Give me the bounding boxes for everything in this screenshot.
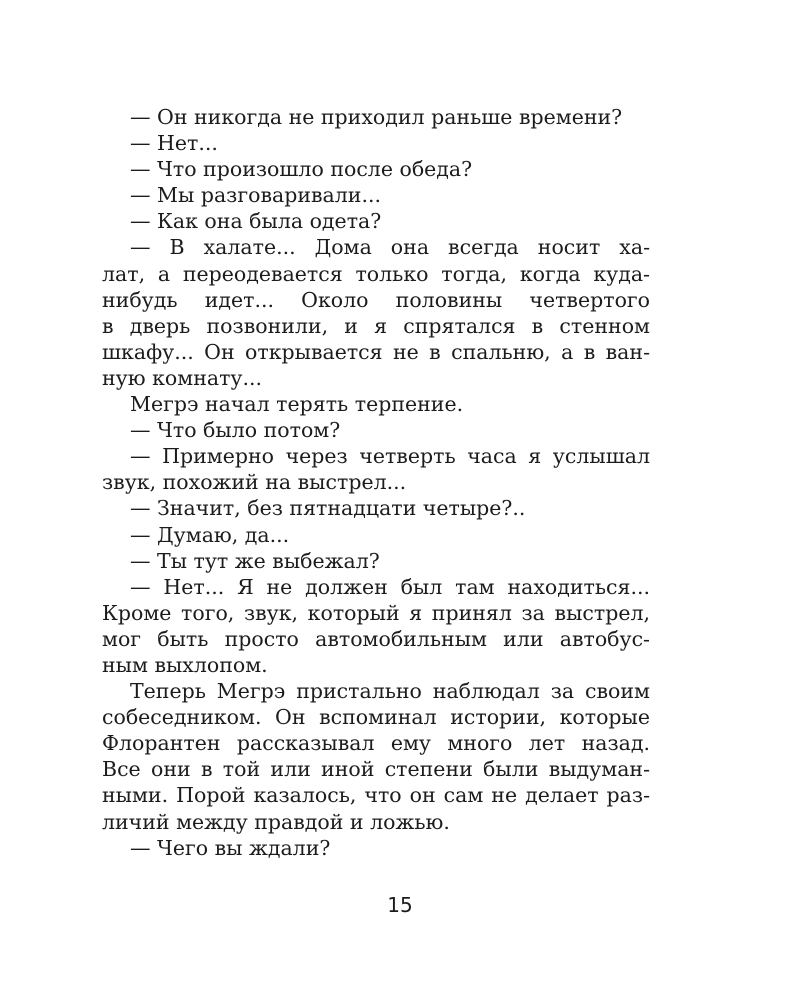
text-line: — Что произошло после обеда? [130, 157, 473, 182]
text-line: — Мы разговаривали... [130, 183, 381, 208]
text-line: Мегрэ начал терять терпение. [130, 392, 464, 417]
text-line: — Примерно через четверть часа я услышал [130, 444, 650, 469]
page-number: 15 [387, 893, 413, 917]
text-line: — В халате... Дома она всегда носит ха- [130, 235, 650, 260]
text-line: звук, похожий на выстрел... [102, 470, 407, 495]
text-line: — Он никогда не приходил раньше времени? [130, 105, 623, 129]
text-line: — Нет... [130, 131, 218, 156]
text-line: — Думаю, да... [130, 522, 290, 547]
text-line: Флорантен рассказывал ему много лет назад. [102, 731, 650, 756]
text-line: — Значит, без пятнадцати четыре?.. [130, 496, 526, 521]
text-line: в дверь позвонили, и я спрятался в стенном [102, 313, 650, 338]
text-line: личий между правдой и ложью. [102, 809, 450, 834]
text-line: мог быть просто автомобильным или автобус- [102, 626, 650, 651]
text-line: — Как она была одета? [130, 209, 382, 234]
text-line: лат, а переодевается только тогда, когда куда- [102, 261, 650, 286]
text-line: собеседником. Он вспоминал истории, которые [102, 705, 650, 730]
text-line: Все они в той или иной степени были выдуман- [102, 757, 650, 782]
text-line: — Чего вы ждали? [130, 835, 331, 860]
text-line: ным выхлопом. [102, 652, 268, 677]
text-line: Кроме того, звук, который я принял за выстрел, [102, 600, 650, 625]
text-line: — Нет... Я не должен был там находиться... [130, 574, 650, 599]
text-line: ными. Порой казалось, что он сам не делает раз- [102, 783, 650, 808]
text-line: Теперь Мегрэ пристально наблюдал за своим [130, 679, 650, 704]
text-line: шкафу... Он открывается не в спальню, а в ван- [102, 339, 650, 364]
text-line: — Ты тут же выбежал? [130, 548, 380, 573]
text-line: — Что было потом? [130, 418, 341, 443]
page-text [102, 104, 650, 861]
text-line: ную комнату... [102, 365, 263, 390]
text-line: нибудь идет... Около половины четвертого [102, 287, 650, 312]
